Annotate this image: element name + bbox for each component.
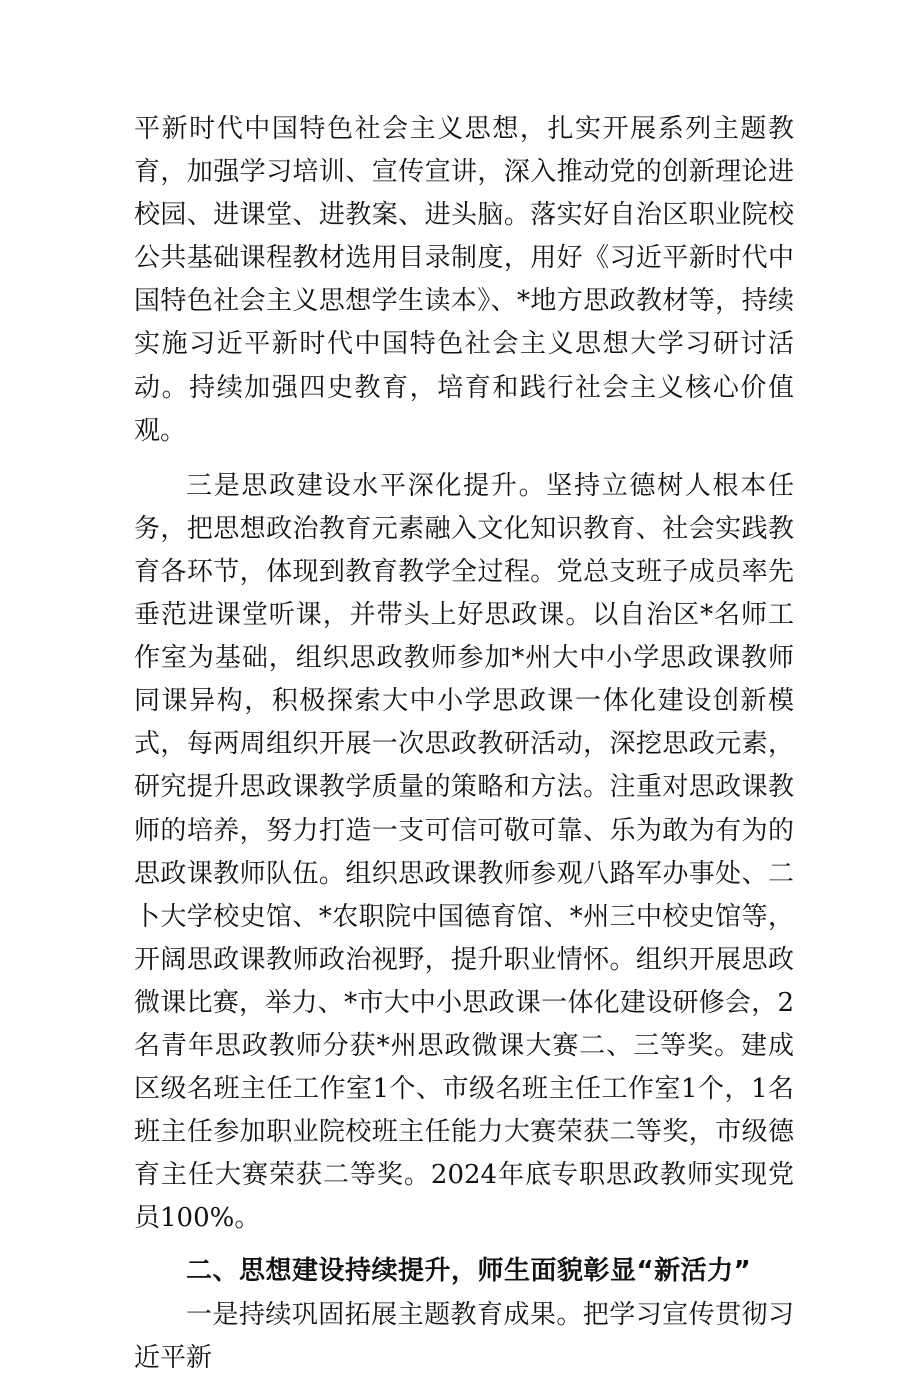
section-heading: 二、思想建设持续提升，师生面貌彰显“新活力” [186,1256,752,1287]
paragraph-continued: 平新时代中国特色社会主义思想，扎实开展系列主题教育，加强学习培训、宣传宣讲，深入推动党的创新理论进校园、进课堂、进教案、进头脑。落实好自治区职业院校公共基础课程教材选用目录制度，用好《习近平新时代中国特色社会主义思想学生读本》、*地方思政教材等，持续实施习近平新时代中国特色社会主义思想大学习研讨活动。持续加强四史教育，培育和践行社会主义核心价值观。 [134,114,794,446]
document-body [134,108,794,1380]
paragraph-ideological-construction: 三是思政建设水平深化提升。坚持立德树人根本任务，把思想政治教育元素融入文化知识教育、社会实践教育各环节，体现到教育教学全过程。党总支班子成员率先垂范进课堂听课，并带头上好思政课。以自治区*名师工作室为基础，组织思政教师参加*州大中小学思政课教师同课异构，积极探索大中小学思政课一体化建设创新模式，每两周组织开展一次思政教研活动，深挖思政元素，研究提升思政课教学质量的策略和方法。注重对思政课教师的培养，努力打造一支可信可敬可靠、乐为敢为有为的思政课教师队伍。组织思政课教师参观八路军办事处、二卜大学校史馆、*农职院中国德育馆、*州三中校史馆等，开阔思政课教师政治视野，提升职业情怀。组织开展思政微课比赛，举力、*市大中小思政课一体化建设研修会，2名青年思政教师分获*州思政微课大赛二、三等奖。建成区级名班主任工作室1个、市级名班主任工作室1个，1名班主任参加职业院校班主任能力大赛荣获二等奖，市级德育主任大赛荣获二等奖。2024年底专职思政教师实现党员100%。 [134,470,794,1234]
paragraph-theme-education: 一是持续巩固拓展主题教育成果。把学习宣传贯彻习近平新 [134,1299,794,1373]
